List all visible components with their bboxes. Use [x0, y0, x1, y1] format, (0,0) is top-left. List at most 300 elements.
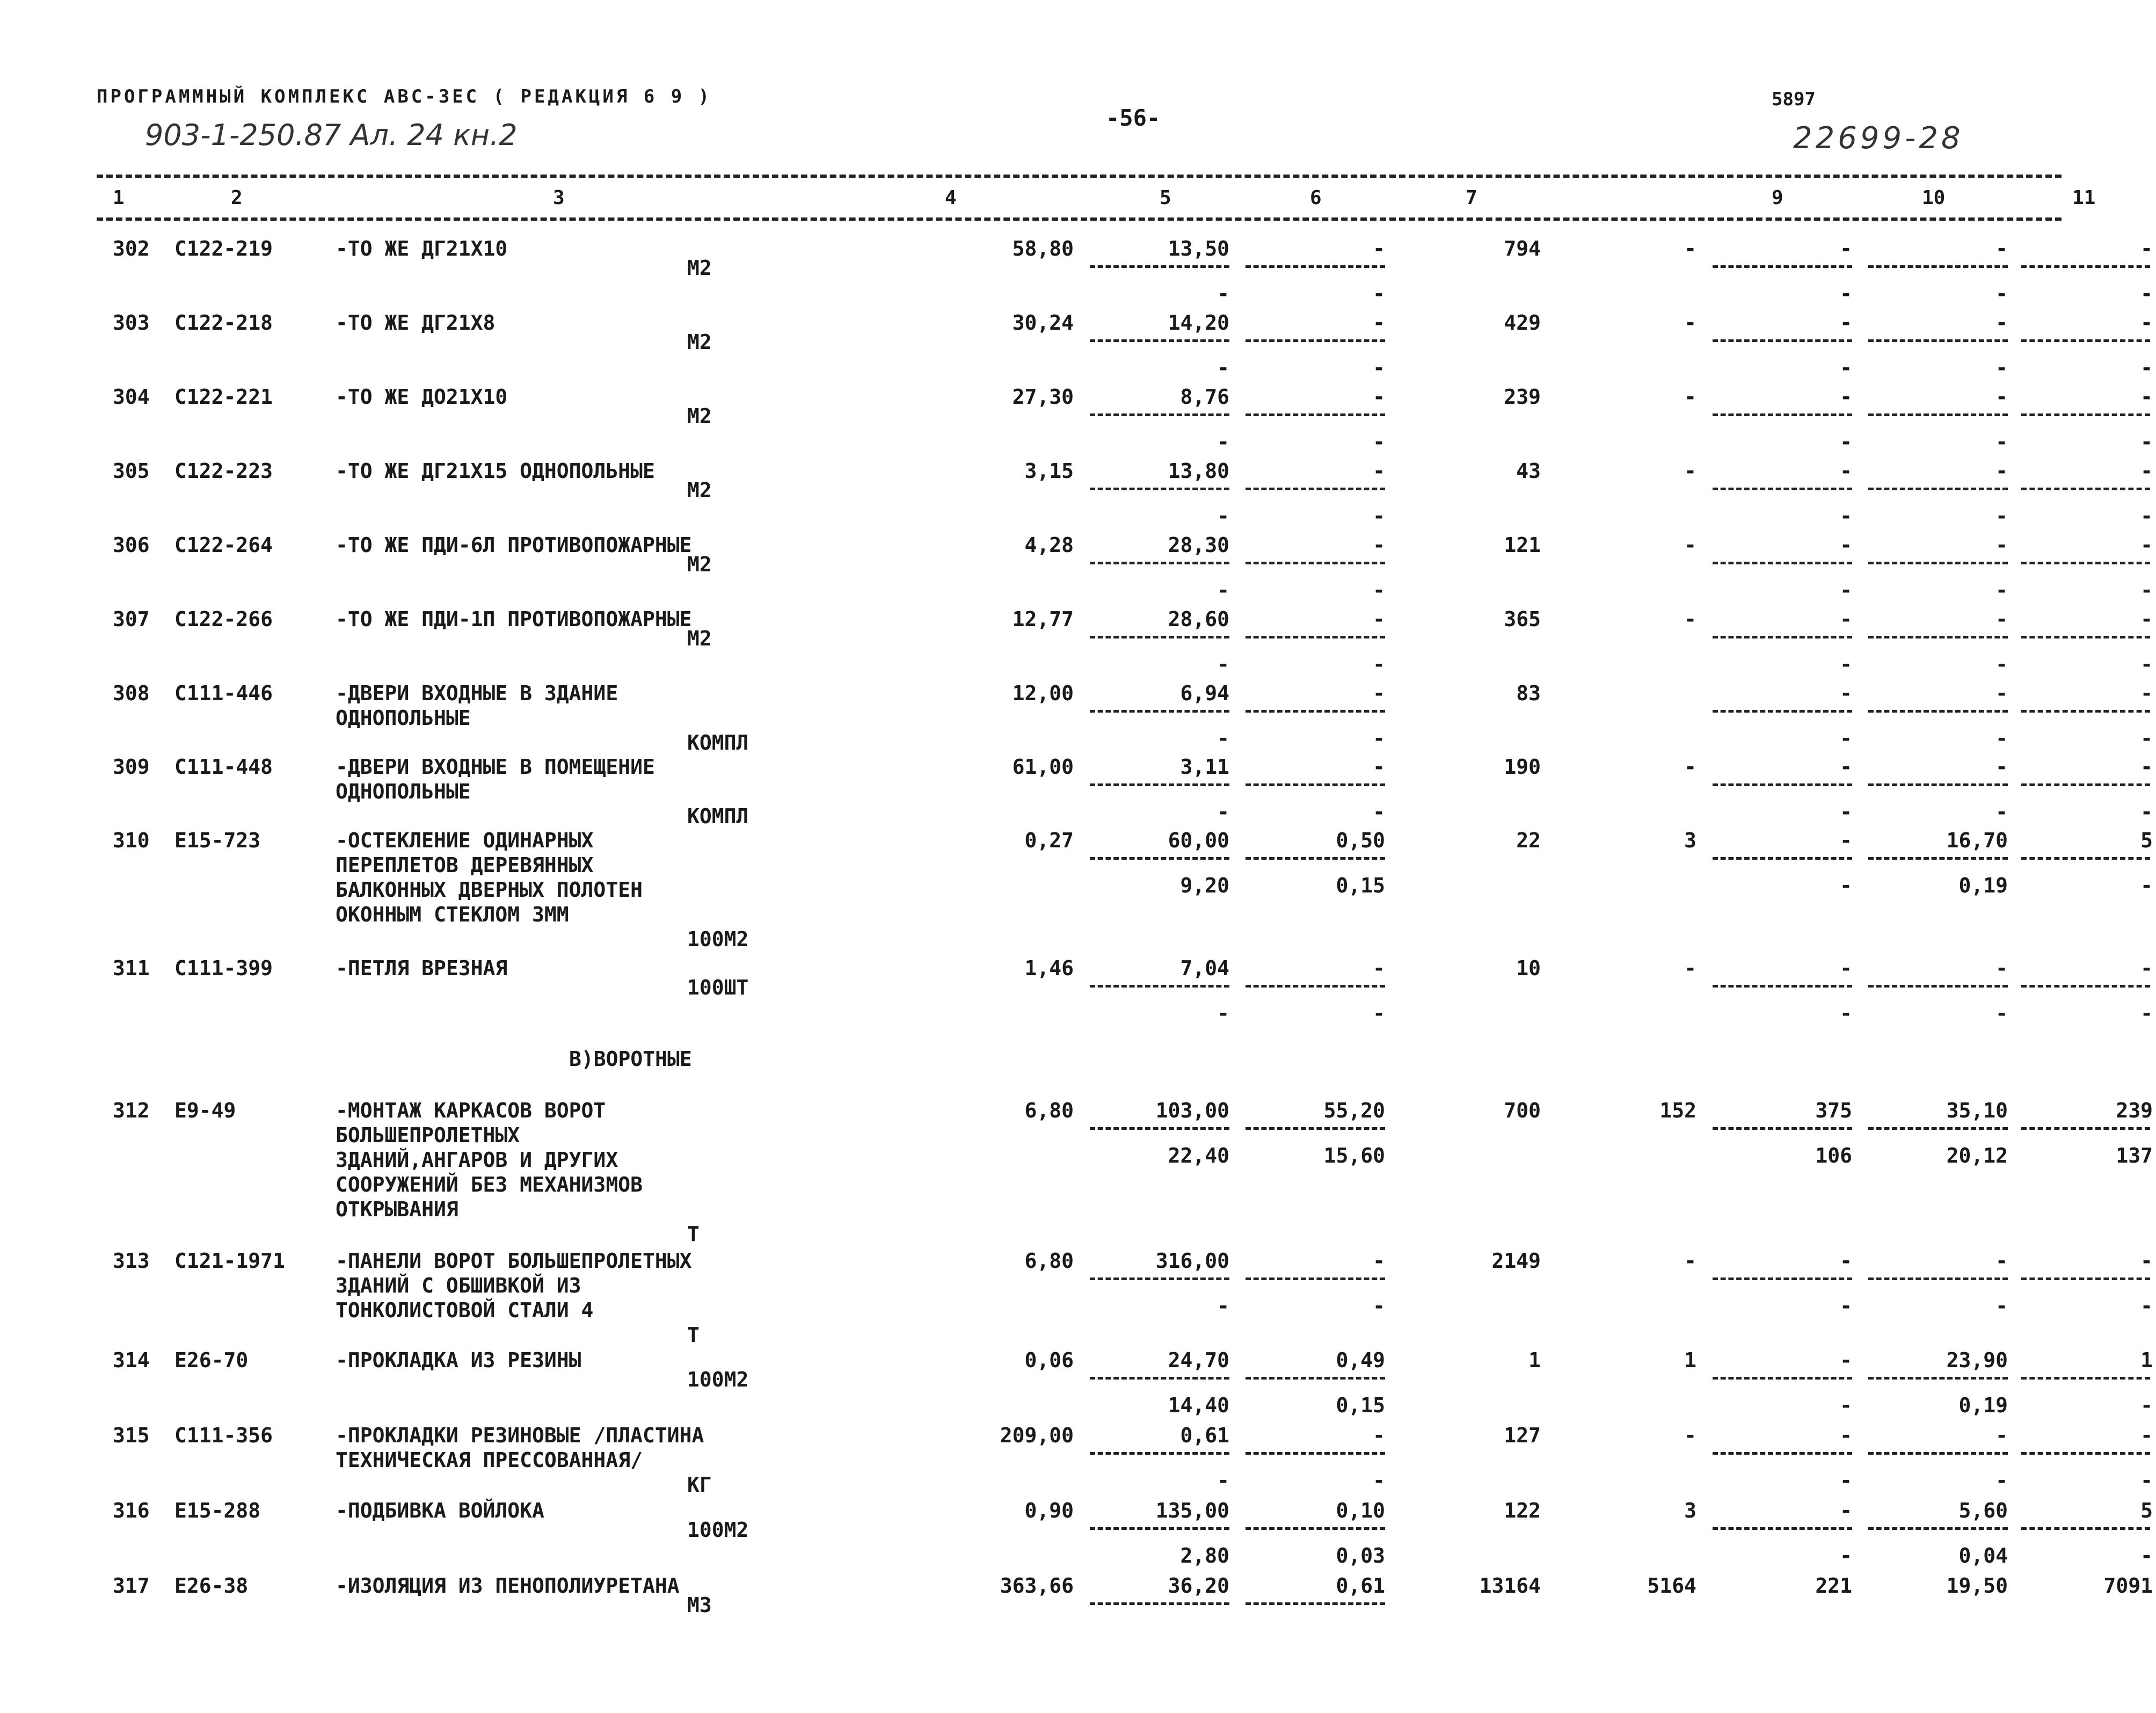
row-separator	[1090, 265, 1229, 268]
row-separator	[2021, 1127, 2150, 1130]
row-separator	[2021, 339, 2150, 342]
labor-total-value: -	[2140, 681, 2153, 705]
labor-secondary: -	[1995, 282, 2008, 306]
item-number: 304	[113, 385, 150, 409]
quantity-value: 4,28	[1024, 533, 1074, 557]
unit-of-measure: КОМПЛ	[687, 731, 749, 754]
price-code: С122-264	[174, 533, 273, 557]
labor-total-secondary: -	[2140, 282, 2153, 306]
row-separator	[2021, 857, 2150, 860]
item-description: -ДВЕРИ ВХОДНЫЕ В ЗДАНИЕ	[336, 681, 618, 705]
machine-total-value: -	[1840, 533, 1852, 557]
row-separator	[1245, 857, 1385, 860]
unit-cost-value: 8,76	[1180, 385, 1229, 409]
row-separator	[1245, 1452, 1385, 1455]
wages-value: 152	[1659, 1099, 1696, 1122]
unit-cost-secondary: -	[1217, 430, 1229, 454]
labor-total-secondary: -	[2140, 1001, 2153, 1025]
machine-total-value: -	[1840, 237, 1852, 260]
total-cost-value: 1	[1528, 1348, 1541, 1372]
machine-cost-secondary: 0,15	[1336, 1393, 1385, 1417]
machine-total-value: -	[1840, 829, 1852, 852]
quantity-value: 363,66	[1000, 1574, 1074, 1598]
wages-value: -	[1684, 533, 1696, 557]
unit-cost-value: 7,04	[1180, 956, 1229, 980]
wages-value: -	[1684, 755, 1696, 779]
machine-cost-secondary: -	[1373, 578, 1385, 602]
unit-cost-value: 3,11	[1180, 755, 1229, 779]
total-cost-value: 700	[1504, 1099, 1541, 1122]
machine-total-value: -	[1840, 956, 1852, 980]
labor-total-value: -	[2140, 1249, 2153, 1273]
total-cost-value: 190	[1504, 755, 1541, 779]
machine-cost-secondary: -	[1373, 1294, 1385, 1318]
row-separator	[1245, 339, 1385, 342]
unit-cost-value: 0,61	[1180, 1424, 1229, 1447]
labor-total-secondary: -	[2140, 727, 2153, 750]
labor-secondary: 0,19	[1958, 874, 2008, 897]
machine-total-value: -	[1840, 311, 1852, 335]
row-separator	[1245, 1602, 1385, 1605]
header-rule	[97, 217, 2062, 221]
row-separator	[1868, 783, 2008, 786]
labor-value: -	[1995, 681, 2008, 705]
row-separator	[1090, 1452, 1229, 1455]
row-separator	[1713, 1127, 1852, 1130]
unit-cost-secondary: -	[1217, 1294, 1229, 1318]
quantity-value: 58,80	[1012, 237, 1074, 260]
machine-cost-secondary: 15,60	[1323, 1144, 1385, 1167]
item-number: 302	[113, 237, 150, 260]
machine-cost-value: 0,49	[1336, 1348, 1385, 1372]
wages-value: -	[1684, 311, 1696, 335]
row-separator	[1245, 562, 1385, 564]
labor-value: 23,90	[1946, 1348, 2008, 1372]
labor-value: -	[1995, 311, 2008, 335]
labor-total-secondary: -	[2140, 874, 2153, 897]
machine-total-secondary: -	[1840, 578, 1852, 602]
item-description: ПЕРЕПЛЕТОВ ДЕРЕВЯННЫХ	[336, 853, 594, 877]
item-number: 313	[113, 1249, 150, 1273]
row-separator	[1245, 1127, 1385, 1130]
row-separator	[1090, 1527, 1229, 1530]
unit-of-measure: М2	[687, 330, 712, 354]
row-separator	[1868, 985, 2008, 988]
row-separator	[1713, 783, 1852, 786]
item-number: 307	[113, 607, 150, 631]
row-separator	[1713, 1377, 1852, 1380]
item-description: -ТО ЖЕ ДГ21Х8	[336, 311, 496, 335]
row-separator	[1090, 710, 1229, 713]
row-separator	[1245, 636, 1385, 638]
wages-value: -	[1684, 1424, 1696, 1447]
row-separator	[1868, 488, 2008, 490]
machine-cost-value: -	[1373, 607, 1385, 631]
row-separator	[1245, 710, 1385, 713]
column-header: 6	[1310, 187, 1322, 209]
row-separator	[1245, 783, 1385, 786]
row-separator	[2021, 265, 2150, 268]
labor-value: -	[1995, 385, 2008, 409]
machine-total-value: -	[1840, 459, 1852, 483]
column-header: 5	[1160, 187, 1171, 209]
labor-secondary: 20,12	[1946, 1144, 2008, 1167]
wages-value: -	[1684, 956, 1696, 980]
machine-cost-secondary: -	[1373, 1001, 1385, 1025]
row-separator	[1868, 857, 2008, 860]
item-number: 311	[113, 956, 150, 980]
item-number: 316	[113, 1499, 150, 1522]
row-separator	[2021, 1527, 2150, 1530]
labor-total-secondary: -	[2140, 578, 2153, 602]
row-separator	[1713, 985, 1852, 988]
labor-total-secondary: -	[2140, 1469, 2153, 1492]
labor-secondary: 0,19	[1958, 1393, 2008, 1417]
row-separator	[1713, 413, 1852, 416]
wages-value: 3	[1684, 1499, 1696, 1522]
row-separator	[1090, 1127, 1229, 1130]
total-cost-value: 121	[1504, 533, 1541, 557]
unit-cost-value: 13,80	[1168, 459, 1229, 483]
item-description: СООРУЖЕНИЙ БЕЗ МЕХАНИЗМОВ	[336, 1173, 643, 1196]
item-number: 314	[113, 1348, 150, 1372]
total-cost-value: 83	[1516, 681, 1541, 705]
price-code: С122-223	[174, 459, 273, 483]
total-cost-value: 122	[1504, 1499, 1541, 1522]
item-number: 312	[113, 1099, 150, 1122]
unit-cost-value: 13,50	[1168, 237, 1229, 260]
row-separator	[1090, 857, 1229, 860]
item-description: ЗДАНИЙ С ОБШИВКОЙ ИЗ	[336, 1274, 581, 1297]
quantity-value: 61,00	[1012, 755, 1074, 779]
labor-secondary: -	[1995, 430, 2008, 454]
labor-value: 16,70	[1946, 829, 2008, 852]
quantity-value: 6,80	[1024, 1249, 1074, 1273]
row-separator	[2021, 985, 2150, 988]
machine-cost-secondary: -	[1373, 800, 1385, 824]
total-cost-value: 13164	[1479, 1574, 1541, 1598]
labor-value: -	[1995, 533, 2008, 557]
machine-cost-value: -	[1373, 1424, 1385, 1447]
machine-total-secondary: -	[1840, 874, 1852, 897]
unit-of-measure: 100М2	[687, 1518, 749, 1542]
labor-total-value: -	[2140, 311, 2153, 335]
row-separator	[1245, 1278, 1385, 1280]
machine-cost-secondary: -	[1373, 504, 1385, 528]
row-separator	[1245, 488, 1385, 490]
unit-of-measure: Т	[687, 1222, 700, 1246]
labor-secondary: -	[1995, 727, 2008, 750]
row-separator	[2021, 488, 2150, 490]
price-code: С122-221	[174, 385, 273, 409]
item-description: БАЛКОННЫХ ДВЕРНЫХ ПОЛОТЕН	[336, 878, 643, 902]
machine-cost-value: 0,61	[1336, 1574, 1385, 1598]
price-code: Е9-49	[174, 1099, 236, 1122]
quantity-value: 12,00	[1012, 681, 1074, 705]
item-description: -ДВЕРИ ВХОДНЫЕ В ПОМЕЩЕНИЕ	[336, 755, 655, 779]
quantity-value: 209,00	[1000, 1424, 1074, 1447]
item-description: -ИЗОЛЯЦИЯ ИЗ ПЕНОПОЛИУРЕТАНА	[336, 1574, 680, 1598]
row-separator	[1868, 1127, 2008, 1130]
row-separator	[1090, 339, 1229, 342]
row-separator	[1090, 636, 1229, 638]
machine-total-value: -	[1840, 607, 1852, 631]
price-code: С111-399	[174, 956, 273, 980]
machine-total-secondary: 106	[1815, 1144, 1852, 1167]
item-description: ТЕХНИЧЕСКАЯ ПРЕССОВАННАЯ/	[336, 1448, 643, 1472]
unit-cost-secondary: -	[1217, 727, 1229, 750]
machine-total-value: -	[1840, 1499, 1852, 1522]
row-separator	[1713, 339, 1852, 342]
program-title: ПРОГРАММНЫЙ КОМПЛЕКС АВС-ЗЕС ( РЕДАКЦИЯ 6 9 )	[97, 86, 712, 107]
total-cost-value: 429	[1504, 311, 1541, 335]
unit-of-measure: КОМПЛ	[687, 804, 749, 828]
wages-value: -	[1684, 385, 1696, 409]
price-code: Е15-723	[174, 829, 261, 852]
row-separator	[1868, 265, 2008, 268]
price-code: С121-1971	[174, 1249, 285, 1273]
machine-total-secondary: -	[1840, 1469, 1852, 1492]
unit-cost-value: 103,00	[1155, 1099, 1229, 1122]
wages-value: -	[1684, 237, 1696, 260]
row-separator	[1868, 710, 2008, 713]
row-separator	[2021, 710, 2150, 713]
row-separator	[1868, 1527, 2008, 1530]
wages-value: 3	[1684, 829, 1696, 852]
column-header: 7	[1466, 187, 1477, 209]
row-separator	[1713, 1278, 1852, 1280]
labor-total-value: 1	[2140, 1348, 2153, 1372]
machine-cost-secondary: -	[1373, 430, 1385, 454]
labor-value: -	[1995, 1424, 2008, 1447]
labor-secondary: -	[1995, 356, 2008, 380]
item-number: 310	[113, 829, 150, 852]
total-cost-value: 239	[1504, 385, 1541, 409]
section-heading: В)ВОРОТНЫЕ	[569, 1047, 692, 1071]
document-code: 5897	[1772, 89, 1816, 110]
unit-of-measure: М2	[687, 627, 712, 650]
item-description: -ОСТЕКЛЕНИЕ ОДИНАРНЫХ	[336, 829, 594, 852]
handwritten-number: 22699-28	[1793, 121, 1964, 156]
top-rule	[97, 175, 2062, 178]
labor-secondary: -	[1995, 1469, 2008, 1492]
labor-total-value: 239	[2116, 1099, 2153, 1122]
total-cost-value: 127	[1504, 1424, 1541, 1447]
machine-total-secondary: -	[1840, 430, 1852, 454]
wages-value: -	[1684, 1249, 1696, 1273]
total-cost-value: 43	[1516, 459, 1541, 483]
labor-total-secondary: -	[2140, 652, 2153, 676]
labor-total-secondary: -	[2140, 430, 2153, 454]
labor-value: 19,50	[1946, 1574, 2008, 1598]
labor-total-value: -	[2140, 607, 2153, 631]
row-separator	[1245, 265, 1385, 268]
row-separator	[1245, 1377, 1385, 1380]
item-description: ОТКРЫВАНИЯ	[336, 1197, 458, 1221]
machine-total-value: -	[1840, 1424, 1852, 1447]
wages-value: 1	[1684, 1348, 1696, 1372]
machine-cost-value: 0,10	[1336, 1499, 1385, 1522]
machine-total-value: 221	[1815, 1574, 1852, 1598]
quantity-value: 0,27	[1024, 829, 1074, 852]
price-code: С122-219	[174, 237, 273, 260]
wages-value: 5164	[1647, 1574, 1696, 1598]
total-cost-value: 794	[1504, 237, 1541, 260]
machine-cost-value: -	[1373, 681, 1385, 705]
labor-secondary: -	[1995, 1294, 2008, 1318]
column-header: 2	[231, 187, 243, 209]
price-code: С111-356	[174, 1424, 273, 1447]
labor-value: -	[1995, 459, 2008, 483]
price-code: Е15-288	[174, 1499, 261, 1522]
labor-total-value: -	[2140, 237, 2153, 260]
unit-cost-secondary: 2,80	[1180, 1544, 1229, 1567]
machine-cost-secondary: -	[1373, 356, 1385, 380]
wages-value: -	[1684, 607, 1696, 631]
quantity-value: 0,90	[1024, 1499, 1074, 1522]
unit-cost-value: 28,30	[1168, 533, 1229, 557]
item-number: 305	[113, 459, 150, 483]
machine-cost-value: -	[1373, 956, 1385, 980]
column-header: 4	[945, 187, 957, 209]
machine-total-secondary: -	[1840, 1001, 1852, 1025]
column-header: 9	[1772, 187, 1783, 209]
labor-total-secondary: -	[2140, 1544, 2153, 1567]
quantity-value: 3,15	[1024, 459, 1074, 483]
labor-secondary: -	[1995, 1001, 2008, 1025]
machine-total-value: -	[1840, 385, 1852, 409]
labor-total-value: -	[2140, 533, 2153, 557]
unit-of-measure: КГ	[687, 1473, 712, 1497]
labor-total-value: -	[2140, 956, 2153, 980]
item-description: -ТО ЖЕ ПДИ-1П ПРОТИВОПОЖАРНЫЕ	[336, 607, 692, 631]
machine-cost-secondary: 0,03	[1336, 1544, 1385, 1567]
item-description: ТОНКОЛИСТОВОЙ СТАЛИ 4	[336, 1298, 594, 1322]
page-number: -56-	[1106, 105, 1161, 131]
unit-cost-secondary: 22,40	[1168, 1144, 1229, 1167]
unit-cost-secondary: -	[1217, 504, 1229, 528]
machine-total-secondary: -	[1840, 282, 1852, 306]
row-separator	[1090, 985, 1229, 988]
row-separator	[1713, 488, 1852, 490]
machine-total-value: -	[1840, 1249, 1852, 1273]
row-separator	[1090, 1278, 1229, 1280]
labor-secondary: -	[1995, 504, 2008, 528]
item-description: -ТО ЖЕ ПДИ-6Л ПРОТИВОПОЖАРНЫЕ	[336, 533, 692, 557]
machine-cost-value: -	[1373, 533, 1385, 557]
machine-cost-secondary: -	[1373, 1469, 1385, 1492]
row-separator	[1713, 636, 1852, 638]
unit-cost-secondary: -	[1217, 800, 1229, 824]
quantity-value: 0,06	[1024, 1348, 1074, 1372]
labor-total-value: 7091	[2103, 1574, 2153, 1598]
row-separator	[1868, 339, 2008, 342]
machine-total-secondary: -	[1840, 1544, 1852, 1567]
row-separator	[1245, 1527, 1385, 1530]
labor-total-value: -	[2140, 755, 2153, 779]
item-number: 309	[113, 755, 150, 779]
row-separator	[2021, 562, 2150, 564]
quantity-value: 6,80	[1024, 1099, 1074, 1122]
item-description: -ТО ЖЕ ДО21Х10	[336, 385, 508, 409]
row-separator	[1713, 1452, 1852, 1455]
labor-total-secondary: -	[2140, 800, 2153, 824]
item-description: ОДНОПОЛЬНЫЕ	[336, 706, 471, 730]
estimate-table	[97, 226, 2153, 1643]
unit-cost-secondary: -	[1217, 652, 1229, 676]
labor-value: -	[1995, 1249, 2008, 1273]
unit-of-measure: 100М2	[687, 1368, 749, 1391]
column-header: 1	[113, 187, 125, 209]
labor-value: -	[1995, 237, 2008, 260]
item-number: 303	[113, 311, 150, 335]
machine-total-value: -	[1840, 755, 1852, 779]
row-separator	[1245, 985, 1385, 988]
item-description: БОЛЬШЕПРОЛЕТНЫХ	[336, 1123, 520, 1147]
machine-cost-value: 55,20	[1323, 1099, 1385, 1122]
row-separator	[1868, 1377, 2008, 1380]
labor-total-value: -	[2140, 385, 2153, 409]
unit-cost-secondary: -	[1217, 1469, 1229, 1492]
labor-secondary: -	[1995, 578, 2008, 602]
machine-total-secondary: -	[1840, 800, 1852, 824]
row-separator	[1090, 562, 1229, 564]
labor-total-secondary: -	[2140, 1294, 2153, 1318]
total-cost-value: 22	[1516, 829, 1541, 852]
unit-cost-secondary: -	[1217, 578, 1229, 602]
labor-total-value: 5	[2140, 829, 2153, 852]
machine-cost-value: -	[1373, 237, 1385, 260]
item-number: 317	[113, 1574, 150, 1598]
wages-value: -	[1684, 459, 1696, 483]
labor-value: 5,60	[1958, 1499, 2008, 1522]
unit-of-measure: М2	[687, 478, 712, 502]
machine-cost-secondary: 0,15	[1336, 874, 1385, 897]
item-number: 306	[113, 533, 150, 557]
unit-of-measure: М2	[687, 404, 712, 428]
price-code: С122-266	[174, 607, 273, 631]
machine-cost-value: -	[1373, 311, 1385, 335]
item-description: -ТО ЖЕ ДГ21Х10	[336, 237, 508, 260]
item-description: ОКОННЫМ СТЕКЛОМ 3ММ	[336, 903, 569, 926]
unit-cost-secondary: -	[1217, 282, 1229, 306]
item-description: -ПРОКЛАДКА ИЗ РЕЗИНЫ	[336, 1348, 581, 1372]
row-separator	[1713, 1527, 1852, 1530]
row-separator	[2021, 783, 2150, 786]
machine-cost-value: -	[1373, 755, 1385, 779]
labor-total-secondary: -	[2140, 356, 2153, 380]
item-description: -ПАНЕЛИ ВОРОТ БОЛЬШЕПРОЛЕТНЫХ	[336, 1249, 692, 1273]
row-separator	[1090, 1602, 1229, 1605]
unit-cost-secondary: -	[1217, 1001, 1229, 1025]
unit-cost-value: 28,60	[1168, 607, 1229, 631]
row-separator	[1868, 636, 2008, 638]
item-description: ОДНОПОЛЬНЫЕ	[336, 780, 471, 803]
price-code: С111-448	[174, 755, 273, 779]
item-description: -МОНТАЖ КАРКАСОВ ВОРОТ	[336, 1099, 606, 1122]
labor-total-secondary: 137	[2116, 1144, 2153, 1167]
row-separator	[2021, 1377, 2150, 1380]
unit-of-measure: М2	[687, 553, 712, 576]
unit-cost-secondary: 9,20	[1180, 874, 1229, 897]
labor-total-value: -	[2140, 459, 2153, 483]
unit-cost-value: 36,20	[1168, 1574, 1229, 1598]
unit-cost-value: 316,00	[1155, 1249, 1229, 1273]
labor-value: -	[1995, 956, 2008, 980]
machine-total-secondary: -	[1840, 652, 1852, 676]
row-separator	[1713, 710, 1852, 713]
machine-cost-secondary: -	[1373, 282, 1385, 306]
